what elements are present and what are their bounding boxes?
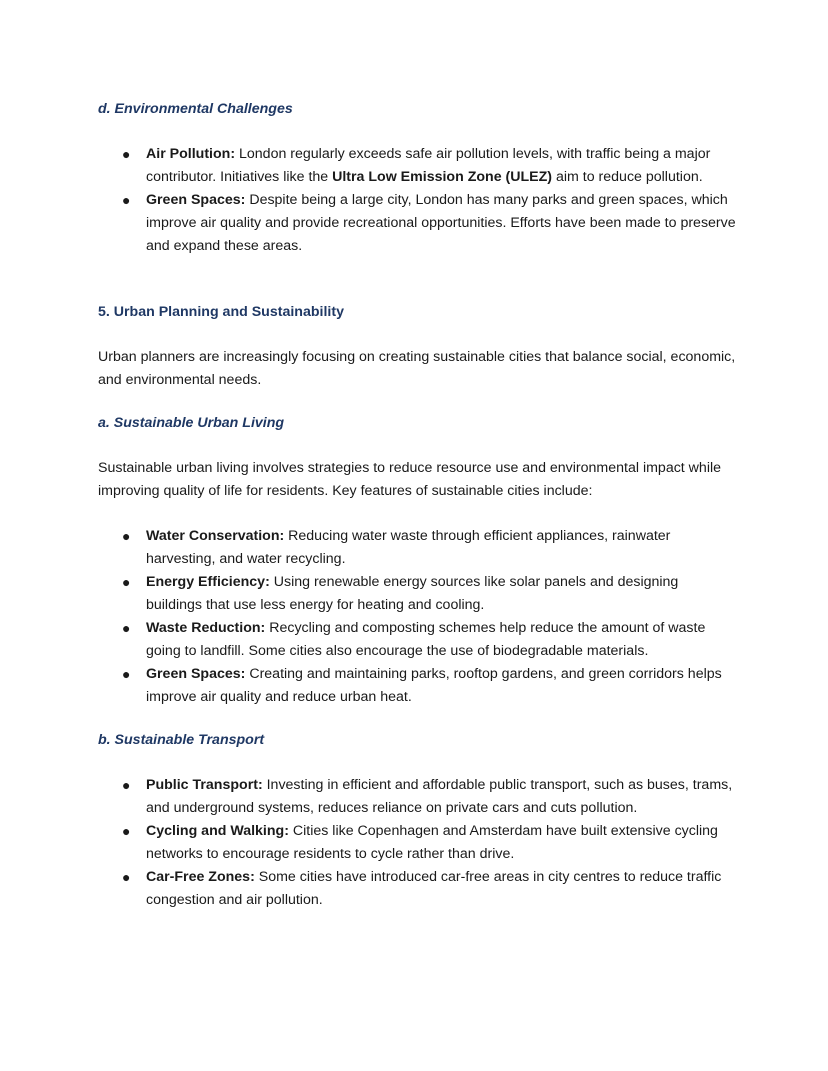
bullet-icon: ● — [122, 528, 131, 544]
item-text: aim to reduce pollution. — [552, 169, 703, 185]
bullet-icon: ● — [122, 777, 131, 793]
list-item — [98, 866, 738, 912]
item-term-emphasis: Ultra Low Emission Zone (ULEZ) — [332, 169, 553, 185]
item-text: Reducing water waste through efficient appliances, rainwater harvesting, and water recycling. — [146, 528, 671, 567]
item-term: Public Transport: — [146, 777, 263, 793]
item-text: Investing in efficient and affordable public transport, such as buses, trams, and underground systems, reduces reliance on private cars and cuts pollution. — [146, 777, 733, 816]
urban-planning-intro: Urban planners are increasingly focusing on creating sustainable cities that balance social, economic, and environmental needs. — [98, 349, 736, 388]
item-term: Air Pollution: — [146, 146, 236, 162]
item-text: London regularly exceeds safe air pollution levels, with traffic being a major contributor. Initiatives like the — [146, 146, 711, 185]
item-term: Energy Efficiency: — [146, 574, 270, 590]
list-item — [98, 820, 738, 866]
item-term: Car-Free Zones: — [146, 869, 255, 885]
list-item — [98, 663, 738, 709]
bullet-icon: ● — [122, 666, 131, 682]
environmental-challenges-list — [98, 143, 738, 258]
sustainable-transport-list — [98, 774, 738, 912]
bullet-icon: ● — [122, 823, 131, 839]
list-item — [98, 143, 738, 189]
item-text: Recycling and composting schemes help reduce the amount of waste going to landfill. Some cities also encourage the use of biodegradable materials. — [146, 620, 706, 659]
sustainable-living-list — [98, 525, 738, 709]
item-term: Waste Reduction: — [146, 620, 266, 636]
heading-sustainable-urban-living: a. Sustainable Urban Living — [98, 415, 285, 431]
heading-environmental-challenges: d. Environmental Challenges — [98, 101, 293, 117]
item-term: Cycling and Walking: — [146, 823, 289, 839]
list-item — [98, 189, 738, 258]
bullet-icon: ● — [122, 146, 131, 162]
item-term: Water Conservation: — [146, 528, 285, 544]
bullet-icon: ● — [122, 620, 131, 636]
item-text: Despite being a large city, London has many parks and green spaces, which improve air quality and provide recreational opportunities. Efforts have been made to preserve and expand these areas. — [146, 192, 736, 254]
heading-urban-planning: 5. Urban Planning and Sustainability — [98, 304, 344, 320]
item-term: Green Spaces: — [146, 192, 246, 208]
list-item — [98, 525, 738, 571]
item-text: Some cities have introduced car-free areas in city centres to reduce traffic congestion and air pollution. — [146, 869, 722, 908]
item-text: Using renewable energy sources like solar panels and designing buildings that use less energy for heating and cooling. — [146, 574, 679, 613]
bullet-icon: ● — [122, 869, 131, 885]
bullet-icon: ● — [122, 192, 131, 208]
sustainable-living-intro: Sustainable urban living involves strategies to reduce resource use and environmental impact while improving quality of life for residents. Key features of sustainable cities include: — [98, 460, 722, 499]
bullet-icon: ● — [122, 574, 131, 590]
item-text: Creating and maintaining parks, rooftop gardens, and green corridors helps improve air quality and reduce urban heat. — [146, 666, 722, 705]
list-item — [98, 571, 738, 617]
list-item — [98, 774, 738, 820]
item-term: Green Spaces: — [146, 666, 246, 682]
item-text: Cities like Copenhagen and Amsterdam have built extensive cycling networks to encourage residents to cycle rather than drive. — [146, 823, 718, 862]
list-item — [98, 617, 738, 663]
heading-sustainable-transport: b. Sustainable Transport — [98, 732, 265, 748]
